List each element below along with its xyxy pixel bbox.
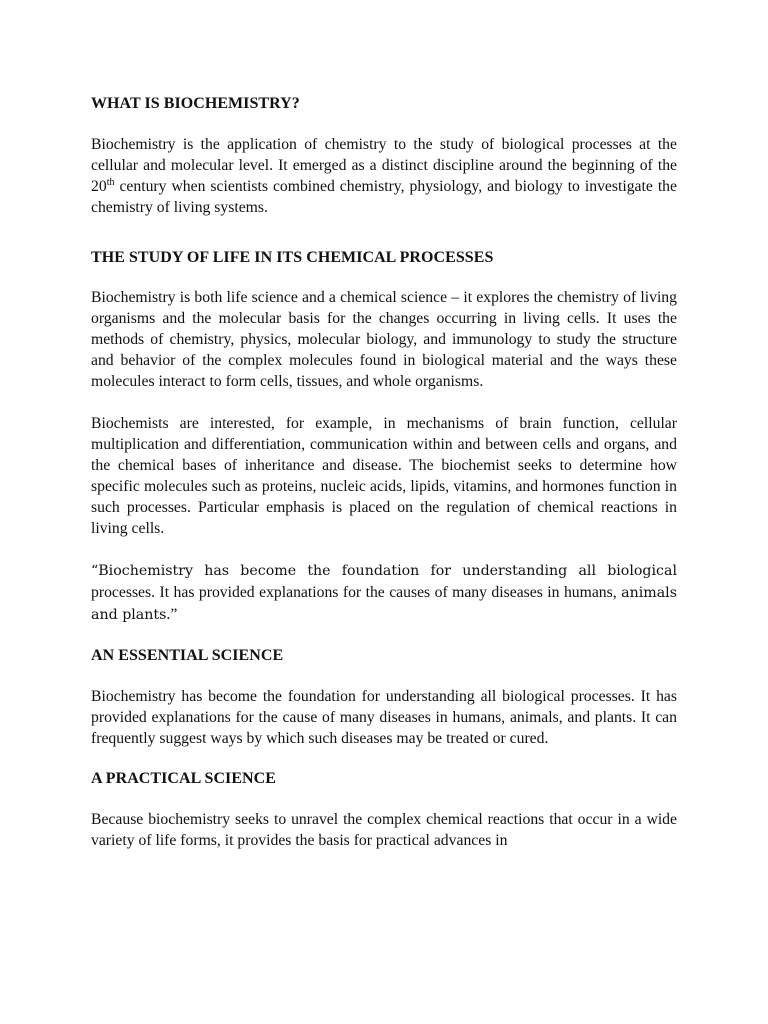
heading-what-is-biochemistry: WHAT IS BIOCHEMISTRY? bbox=[91, 95, 300, 112]
quote-text-a: “Biochemistry has become the foundation for understanding all biological bbox=[91, 563, 677, 579]
heading-practical-science: A PRACTICAL SCIENCE bbox=[91, 770, 276, 787]
quote-text-d: .” bbox=[166, 606, 178, 623]
paragraph-biochemists-interests: Biochemists are interested, for example, in mechanisms of brain function, cellular multiplication and differentiation, communication within and between cells and organs, and the chemical bases of inheritance and disease. The biochemist seeks to determine how specific molecules such as proteins, nucleic acids, lipids, vitamins, and hormones function in such processes. Particular emphasis is placed on the regulation of chemical reactions in living cells. bbox=[91, 415, 677, 537]
heading-study-of-life: THE STUDY OF LIFE IN ITS CHEMICAL PROCESSES bbox=[91, 249, 494, 266]
quote-text-b: processes. It has provided explanations for the causes of many diseases in humans, bbox=[91, 584, 622, 601]
paragraph-definition-text-a: Biochemistry is the application of chemistry to the study of biological processes at the cellular and molecular level. It emerged as a distinct discipline around the beginning of the 20 bbox=[91, 136, 677, 195]
paragraph-essential-science: Biochemistry has become the foundation for understanding all biological processes. It has provided explanations for the cause of many diseases in humans, animals, and plants. It can frequently suggest ways by which such diseases may be treated or cured. bbox=[91, 688, 677, 747]
paragraph-definition bbox=[91, 134, 677, 218]
paragraph-definition-text-b: century when scientists combined chemistry, physiology, and biology to investigate the chemistry of living systems. bbox=[91, 178, 677, 216]
document-body bbox=[91, 93, 677, 851]
paragraph-quote bbox=[91, 560, 677, 626]
ordinal-superscript: th bbox=[106, 177, 115, 188]
quote-text-c: animals and plants bbox=[91, 585, 677, 623]
paragraph-practical-science: Because biochemistry seeks to unravel the complex chemical reactions that occur in a wide variety of life forms, it provides the basis for practical advances in bbox=[91, 811, 677, 849]
heading-essential-science: AN ESSENTIAL SCIENCE bbox=[91, 647, 284, 664]
paragraph-life-and-chemical-science: Biochemistry is both life science and a chemical science – it explores the chemistry of living organisms and the molecular basis for the changes occurring in living cells. It uses the methods of chemistry, physics, molecular biology, and immunology to study the structure and behavior of the complex molecules found in biological material and the ways these molecules interact to form cells, tissues, and whole organisms. bbox=[91, 289, 677, 390]
